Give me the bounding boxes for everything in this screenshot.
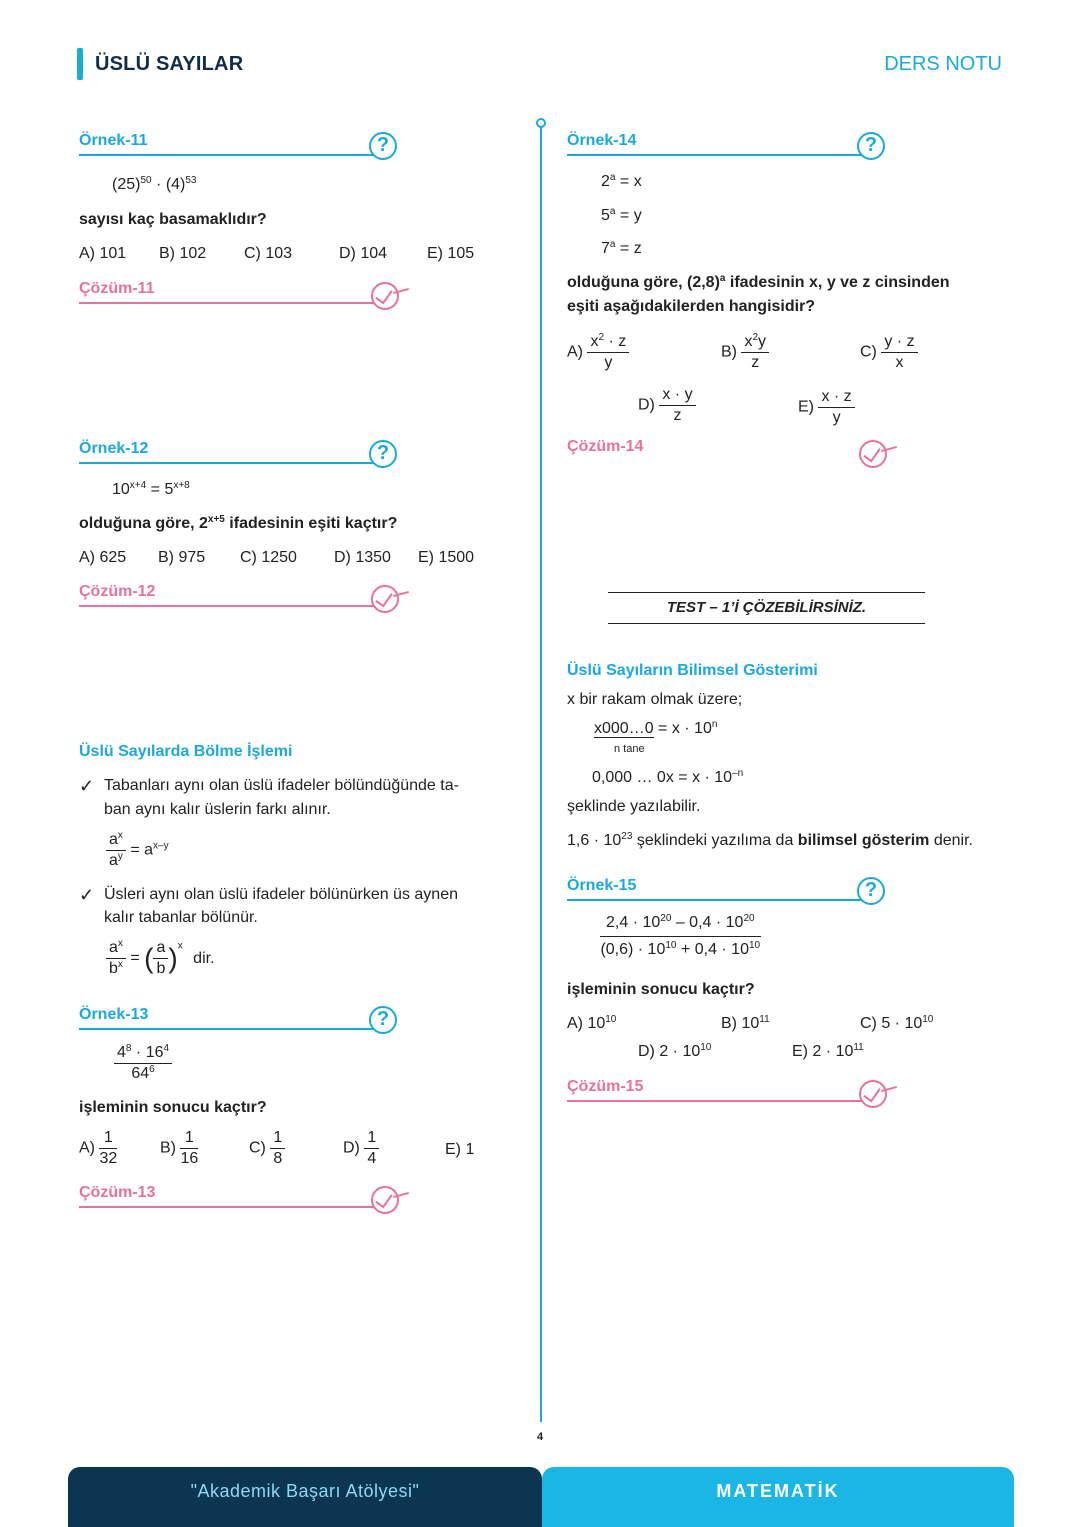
example-11-label: Örnek-11 [79, 132, 148, 149]
question-icon: ? [369, 1006, 397, 1034]
page-number: 4 [536, 1431, 544, 1443]
checkmark-icon: ✓ [79, 776, 95, 796]
example-13-option-c: C) $\frac{1}{8}$ [249, 1128, 285, 1169]
check-circle-icon [371, 585, 399, 613]
solution-15-header [567, 1072, 877, 1102]
solution-12-label: Çözüm-12 [79, 583, 156, 600]
solution-14-label: Çözüm-14 [567, 438, 644, 455]
scientific-intro: x bir rakam olmak üzere; [567, 691, 743, 708]
footer-subject: MATEMATİK [542, 1467, 1014, 1527]
division-rule-2-line-1: Üsleri aynı olan üslü ifadeler bölünürken üs aynen [104, 886, 458, 903]
example-12-option-b: B) 975 [158, 549, 206, 566]
solution-11-header [79, 274, 389, 304]
example-14-question-line-1: olduğuna göre, $(2,8)^a$ ifadesinin x, y ve z cinsinden [567, 273, 950, 291]
example-15-expression: $\frac{2,4 \cdot 10^{20} - 0,4 \cdot 10^{20}}{(0,6) \cdot 10^{10} + 0,4 \cdot 10^{10}}$ [600, 913, 761, 958]
example-15-option-c: C) $5 \cdot 10^{10}$ [860, 1014, 934, 1032]
example-15-option-d: D) $2 \cdot 10^{10}$ [638, 1042, 712, 1060]
footer-slogan: "Akademik Başarı Atölyesi" [68, 1467, 542, 1527]
division-rule-2-line-2: kalır tabanlar bölünür. [104, 909, 258, 926]
example-14-label: Örnek-14 [567, 132, 637, 149]
division-formula-2: $\frac{a^x}{b^x}$ = ( $\frac{a}{b}$ )$^x$ dir. [106, 938, 215, 979]
example-13-option-d: D) $\frac{1}{4}$ [343, 1128, 379, 1169]
question-icon: ? [369, 132, 397, 160]
question-icon: ? [369, 440, 397, 468]
example-12-option-e: E) 1500 [418, 549, 475, 566]
scientific-note: şeklinde yazılabilir. [567, 798, 701, 815]
example-15-label: Örnek-15 [567, 877, 637, 894]
example-12-question: olduğuna göre, $2^{x+5}$ ifadesinin eşiti kaçtır? [79, 514, 398, 532]
divider-dot [536, 118, 546, 128]
example-12-option-c: C) 1250 [240, 549, 297, 566]
page-title: ÜSLÜ SAYILAR [95, 53, 244, 75]
solution-12-header [79, 577, 389, 607]
header-section-label: DERS NOTU [884, 53, 1002, 75]
example-15-option-e: E) $2 \cdot 10^{11}$ [792, 1042, 864, 1060]
example-15-header [567, 871, 877, 901]
example-14-equation-1: $2^a = x$ [601, 172, 642, 190]
example-12-header [79, 434, 389, 464]
example-14-equation-3: $7^a = z$ [601, 239, 642, 257]
scientific-definition: $1,6 \cdot 10^{23}$ şeklindeki yazılıma da bilimsel gösterim denir. [567, 831, 973, 849]
solution-13-label: Çözüm-13 [79, 1184, 156, 1201]
check-circle-icon [859, 440, 887, 468]
question-icon: ? [857, 132, 885, 160]
example-13-option-b: B) $\frac{1}{16}$ [160, 1129, 199, 1167]
example-14-option-e: E) $\frac{x \cdot z}{y}$ [798, 387, 855, 428]
example-14-header [567, 126, 877, 156]
example-13-option-e: E) 1 [445, 1141, 475, 1158]
example-13-question: işleminin sonucu kaçtır? [79, 1099, 267, 1116]
example-14-option-d: D) $\frac{x \cdot y}{z}$ [638, 385, 696, 426]
example-14-option-b: B) $\frac{x^2y}{z}$ [721, 332, 769, 373]
example-11-option-a: A) 101 [79, 245, 127, 262]
example-11-option-d: D) 104 [339, 245, 388, 262]
solution-15-label: Çözüm-15 [567, 1078, 644, 1095]
checkmark-icon: ✓ [79, 885, 95, 905]
example-11-expression: $(25)^{50} \cdot (4)^{53}$ [112, 175, 197, 193]
test-reference-box: TEST – 1’İ ÇÖZEBİLİRSİNİZ. [608, 592, 925, 624]
example-14-option-a: A) $\frac{x^2 \cdot z}{y}$ [567, 332, 629, 373]
example-11-option-b: B) 102 [159, 245, 207, 262]
check-circle-icon [371, 1186, 399, 1214]
check-circle-icon [859, 1080, 887, 1108]
example-14-question-line-2: eşiti aşağıdakilerden hangisidir? [567, 298, 816, 315]
example-11-option-e: E) 105 [427, 245, 475, 262]
division-rule-1-line-1: Tabanları aynı olan üslü ifadeler bölündüğünde ta- [104, 777, 459, 794]
example-15-option-b: B) $10^{11}$ [721, 1014, 770, 1032]
example-13-header [79, 1000, 389, 1030]
solution-14-header [567, 432, 877, 462]
example-13-option-a: A) $\frac{1}{32}$ [79, 1129, 118, 1167]
example-13-label: Örnek-13 [79, 1006, 149, 1023]
example-15-question: işleminin sonucu kaçtır? [567, 981, 755, 998]
scientific-line-2: 0,000 … $0x = x \cdot 10^{-n}$ [592, 768, 744, 786]
scientific-notation-title: Üslü Sayıların Bilimsel Gösterimi [567, 662, 818, 679]
example-12-label: Örnek-12 [79, 440, 149, 457]
header-accent-bar [77, 48, 83, 80]
question-icon: ? [857, 877, 885, 905]
example-13-expression: $\frac{4^8 \cdot 16^4}{64^6}$ [114, 1043, 172, 1084]
column-divider [540, 126, 542, 1422]
check-circle-icon [371, 282, 399, 310]
brace-label: n tane [614, 743, 645, 755]
example-12-option-a: A) 625 [79, 549, 127, 566]
solution-11-label: Çözüm-11 [79, 280, 155, 297]
example-11-option-c: C) 103 [244, 245, 293, 262]
division-section-title: Üslü Sayılarda Bölme İşlemi [79, 743, 293, 760]
division-rule-1-line-2: ban aynı kalır üslerin farkı alınır. [104, 801, 331, 818]
example-11-question: sayısı kaç basamaklıdır? [79, 211, 267, 228]
example-14-equation-2: $5^a = y$ [601, 206, 642, 224]
example-12-option-d: D) 1350 [334, 549, 391, 566]
example-12-equation: $10^{x+4} = 5^{x+8}$ [112, 480, 190, 498]
division-formula-1: $\frac{a^x}{a^y}$ = $a^{x-y}$ [106, 830, 169, 871]
example-14-option-c: C) $\frac{y \cdot z}{x}$ [860, 332, 918, 373]
example-11-header [79, 126, 389, 156]
scientific-line-1: x000…0 = $x \cdot 10^n$ [594, 719, 718, 737]
solution-13-header [79, 1178, 389, 1208]
example-15-option-a: A) $10^{10}$ [567, 1014, 617, 1032]
